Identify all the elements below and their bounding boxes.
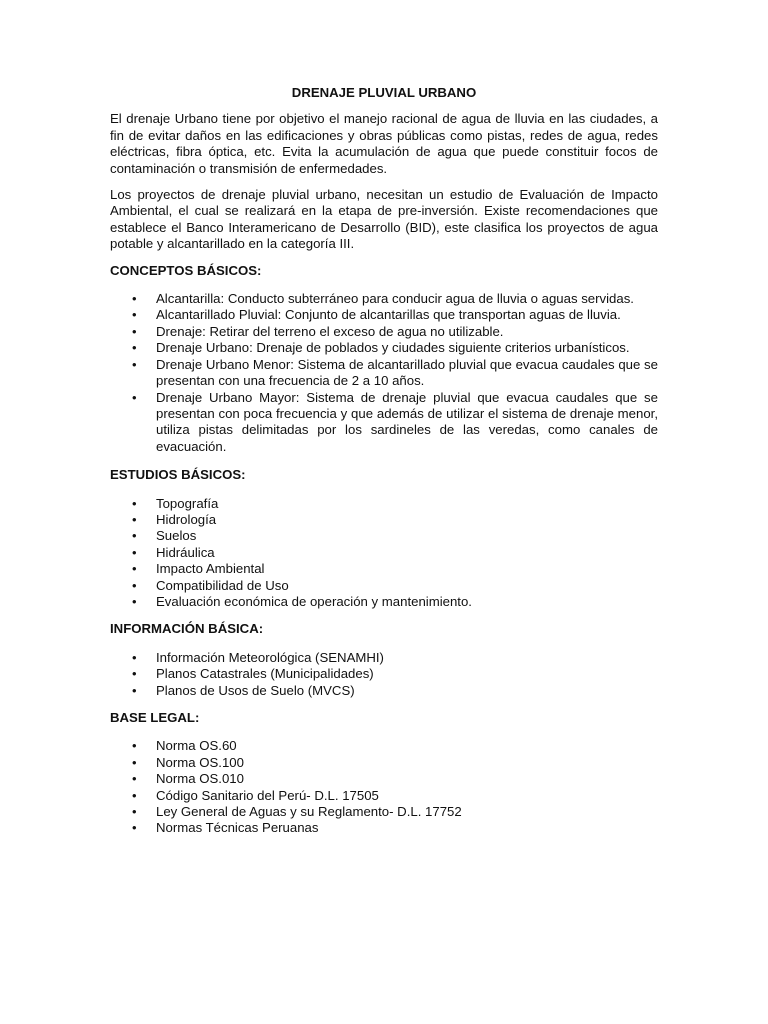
bullet-icon: •: [132, 682, 137, 698]
bullet-icon: •: [132, 544, 137, 560]
list-item: [110, 291, 658, 307]
list-item-text: Norma OS.60: [156, 738, 237, 754]
bullet-list: [110, 291, 658, 455]
list-item-text: Alcantarillado Pluvial: Conjunto de alcantarillas que transportan aguas de lluvia.: [156, 307, 621, 323]
bullet-icon: •: [132, 389, 137, 405]
list-item-text: Ley General de Aguas y su Reglamento- D.L. 17752: [156, 804, 462, 820]
list-item: [110, 738, 658, 754]
list-item-text: Drenaje Urbano Menor: Sistema de alcantarillado pluvial que evacua caudales que se presentan con una frecuencia de 2 a 10 años.: [156, 356, 658, 389]
document-page: [110, 85, 658, 848]
list-item: [110, 561, 658, 577]
bullet-icon: •: [132, 771, 137, 787]
list-item: [110, 788, 658, 804]
list-item: [110, 390, 658, 456]
list-item-text: Topografía: [156, 495, 219, 511]
bullet-icon: •: [132, 323, 137, 339]
intro-paragraph: El drenaje Urbano tiene por objetivo el manejo racional de agua de lluvia en las ciudades, a fin de evitar daños en las edificaciones y obras públicas como pistas, redes de agua, redes eléctricas, fibra óptica, etc. Evita la acumulación de agua que puede constituir focos de contaminación o transmisión de enfermedades.: [110, 111, 658, 176]
list-item-text: Código Sanitario del Perú- D.L. 17505: [156, 787, 379, 803]
list-item: [110, 683, 658, 699]
list-item: [110, 545, 658, 561]
bullet-icon: •: [132, 307, 137, 323]
list-item-text: Información Meteorológica (SENAMHI): [156, 649, 384, 665]
section-conceptos-basicos: [110, 263, 658, 455]
bullet-icon: •: [132, 738, 137, 754]
list-item: [110, 650, 658, 666]
section-estudios-basicos: [110, 467, 658, 610]
list-item: [110, 357, 658, 390]
bullet-list: [110, 738, 658, 836]
list-item: [110, 496, 658, 512]
document-title: DRENAJE PLUVIAL URBANO: [291, 85, 477, 100]
list-item: [110, 771, 658, 787]
bullet-icon: •: [132, 291, 137, 307]
bullet-icon: •: [132, 649, 137, 665]
list-item: [110, 307, 658, 323]
list-item: [110, 666, 658, 682]
list-item: [110, 820, 658, 836]
bullet-icon: •: [132, 340, 137, 356]
bullet-icon: •: [132, 356, 137, 372]
list-item: [110, 512, 658, 528]
list-item: [110, 324, 658, 340]
list-item-text: Drenaje Urbano: Drenaje de poblados y ciudades siguiente criterios urbanísticos.: [156, 340, 630, 356]
list-item-text: Compatibilidad de Uso: [156, 577, 289, 593]
section-heading: INFORMACIÓN BÁSICA:: [110, 621, 264, 637]
section-heading: BASE LEGAL:: [110, 710, 200, 725]
list-item: [110, 578, 658, 594]
list-item-text: Hidráulica: [156, 544, 215, 560]
bullet-icon: •: [132, 820, 137, 836]
list-item: [110, 594, 658, 610]
list-item: [110, 755, 658, 771]
bullet-icon: •: [132, 577, 137, 593]
bullet-list: [110, 650, 658, 699]
list-item-text: Impacto Ambiental: [156, 561, 265, 577]
bullet-icon: •: [132, 495, 137, 511]
list-item-text: Drenaje Urbano Mayor: Sistema de drenaje pluvial que evacua caudales que se presentan con poca frecuencia y que además de utilizar el sistema de drenaje menor, utiliza pistas delimitadas por los sardineles de las veredas, como canales de evacuación.: [156, 389, 658, 454]
section-base-legal: [110, 710, 658, 837]
bullet-icon: •: [132, 787, 137, 803]
eia-paragraph: Los proyectos de drenaje pluvial urbano, necesitan un estudio de Evaluación de Impacto Ambiental, el cual se realizará en la etapa de pre-inversión. Existe recomendaciones que establece el Banco Interamericano de Desarrollo (BID), este clasifica los proyectos de agua potable y alcantarillado en la categoría III.: [110, 187, 658, 252]
section-heading: ESTUDIOS BÁSICOS:: [110, 467, 246, 483]
bullet-icon: •: [132, 593, 137, 609]
list-item-text: Planos Catastrales (Municipalidades): [156, 666, 374, 682]
list-item: [110, 340, 658, 356]
list-item-text: Alcantarilla: Conducto subterráneo para conducir agua de lluvia o aguas servidas.: [156, 291, 634, 307]
list-item-text: Evaluación económica de operación y mantenimiento.: [156, 593, 472, 609]
list-item-text: Norma OS.010: [156, 771, 244, 787]
list-item: [110, 528, 658, 544]
section-heading: CONCEPTOS BÁSICOS:: [110, 262, 262, 278]
bullet-icon: •: [132, 561, 137, 577]
bullet-icon: •: [132, 666, 137, 682]
bullet-icon: •: [132, 511, 137, 527]
bullet-list: [110, 496, 658, 611]
bullet-icon: •: [132, 754, 137, 770]
list-item: [110, 804, 658, 820]
list-item-text: Norma OS.100: [156, 754, 244, 770]
section-informacion-basica: [110, 621, 658, 699]
bullet-icon: •: [132, 528, 137, 544]
list-item-text: Hidrología: [156, 511, 217, 527]
list-item-text: Drenaje: Retirar del terreno el exceso de agua no utilizable.: [156, 323, 504, 339]
list-item-text: Planos de Usos de Suelo (MVCS): [156, 682, 355, 698]
list-item-text: Normas Técnicas Peruanas: [156, 820, 319, 836]
list-item-text: Suelos: [156, 528, 197, 544]
bullet-icon: •: [132, 804, 137, 820]
